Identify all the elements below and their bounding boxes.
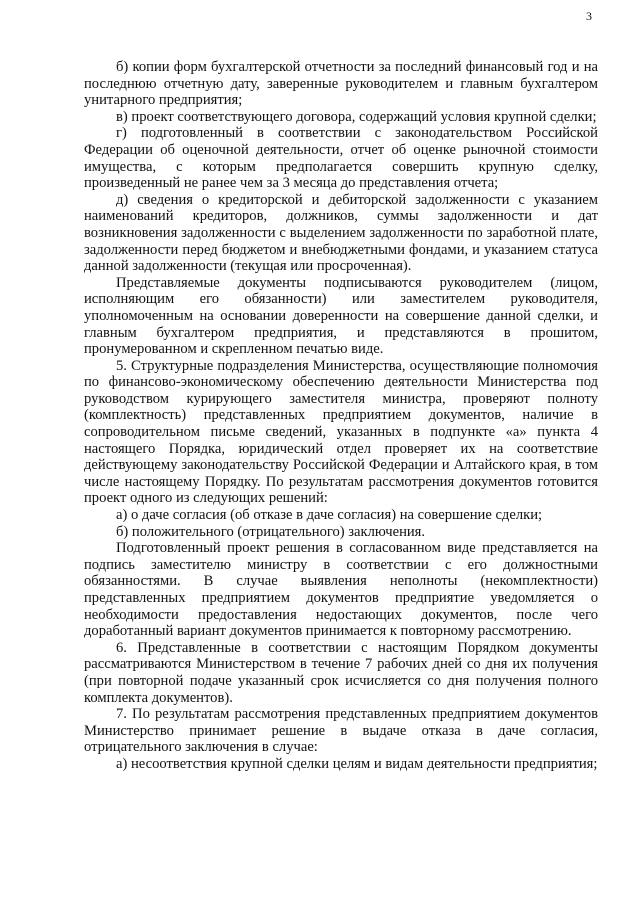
paragraph-b-accounting-copies: б) копии форм бухгалтерской отчетности за последний финансовый год и на последнюю отчетную дату, заверенные руководителем и главным бухгалтером унитарного предприятия;	[84, 59, 598, 109]
paragraph-5-review: 5. Структурные подразделения Министерства, осуществляющие полномочия по финансово-экономическому обеспечению деятельности Министерства под руководством курирующего заместителя министра, проверяют полноту (комплектность) представленных предприятием документов, наличие в сопроводительном письме сведений, указанных в подпункте «а» пункта 4 настоящего Порядка, юридический отдел проверяет их на соответствие действующему законодательству Российской Федерации и Алтайского края, в том числе настоящему Порядку. По результатам рассмотрения документов готовится проект одного из следующих решений:	[84, 357, 598, 507]
paragraph-v-contract-draft: в) проект соответствующего договора, содержащий условия крупной сделки;	[116, 108, 597, 125]
paragraph-d-debt-info: д) сведения о кредиторской и дебиторской задолженности с указанием наименований кредиторов, должников, суммы задолженности и дат возникновения задолженности с выделением задолженности по заработной плате, задолженности перед бюджетом и внебюджетными фондами, и указанием статуса данной задолженности (текущая или просроченная).	[84, 191, 598, 275]
paragraph-draft-decision: Подготовленный проект решения в согласованном виде представляется на подпись заместителю министру в соответствии с его должностными обязанностями. В случае выявления неполноты (некомплектности) представленных предприятием документов предприятие уведомляется о необходимости предоставления недостающих документов, после чего доработанный вариант документов принимается к повторному рассмотрению.	[84, 540, 598, 640]
paragraph-g-valuation-report: г) подготовленный в соответствии с законодательством Российской Федерации об оценочной деятельности, отчет об оценке рыночной стоимости имущества, с которым предполагается совершить крупную сделку, произведенный не ранее чем за 3 месяца до представления отчета;	[84, 125, 598, 192]
paragraph-option-b: б) положительного (отрицательного) заключения.	[116, 523, 426, 540]
paragraph-signing-rules: Представляемые документы подписываются руководителем (лицом, исполняющим его обязанности) или заместителем руководителя, уполномоченным на основании доверенности на совершение данной сделки, и главным бухгалтером предприятия, и представляются в прошитом, пронумерованном и скрепленном печатью виде.	[84, 274, 598, 358]
paragraph-7-refusal: 7. По результатам рассмотрения представленных предприятием документов Министерство принимает решение в выдаче отказа в даче согласия, отрицательного заключения в случае:	[84, 706, 598, 756]
page-number: 3	[586, 9, 592, 23]
paragraph-refusal-a: а) несоответствия крупной сделки целям и видам деятельности предприятия;	[116, 755, 598, 772]
paragraph-option-a: а) о даче согласия (об отказе в даче согласия) на совершение сделки;	[116, 507, 543, 524]
paragraph-6-deadline: 6. Представленные в соответствии с настоящим Порядком документы рассматриваются Министерством в течение 7 рабочих дней со дня их получения (при повторной подаче указанный срок исчисляется со дня получения полного комплекта документов).	[84, 639, 598, 706]
document-body	[84, 59, 598, 773]
